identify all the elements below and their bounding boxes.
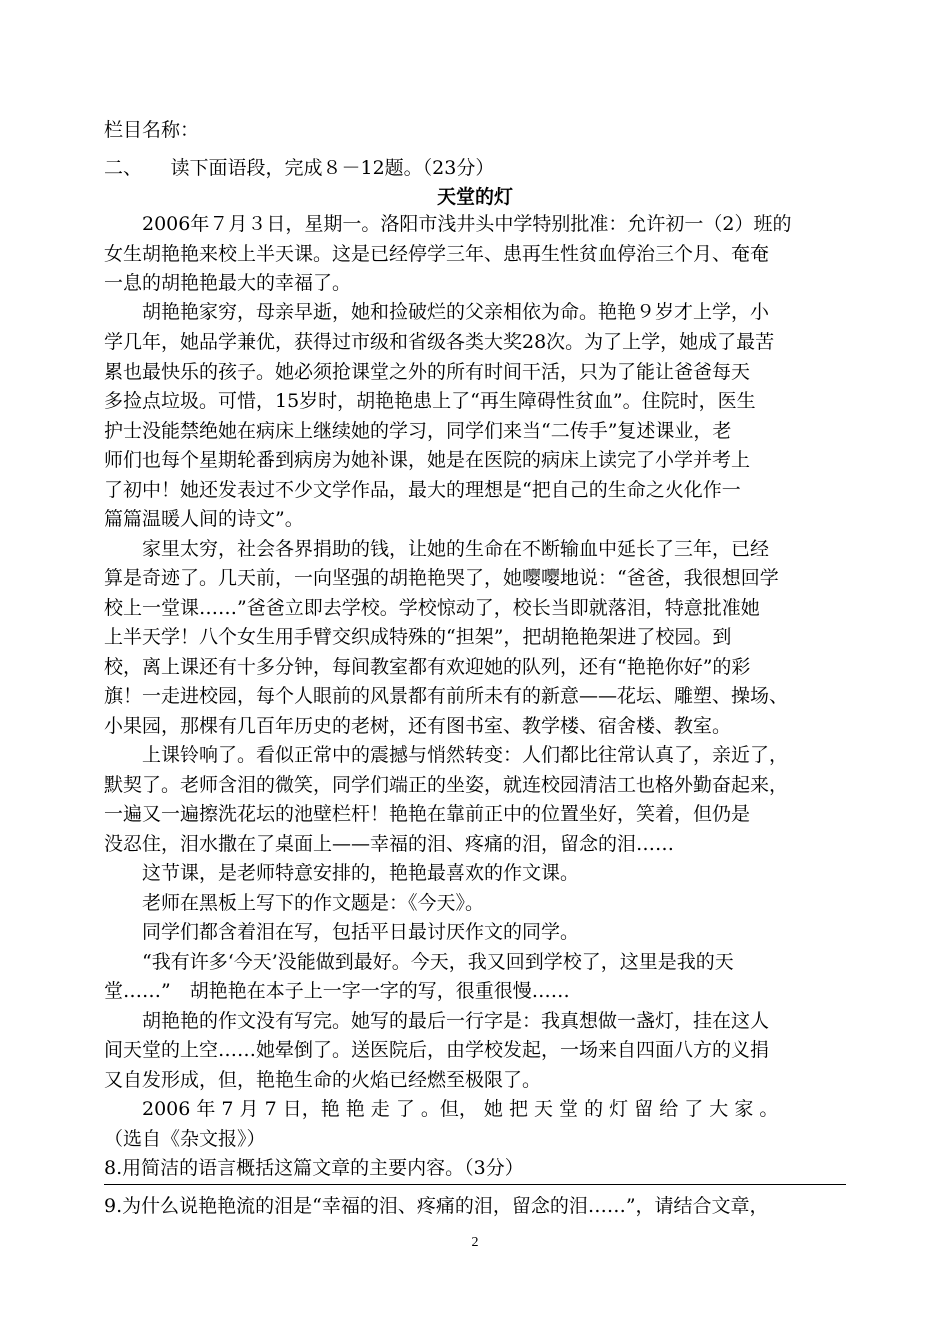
answer-line[interactable] bbox=[104, 1184, 846, 1185]
article-line: 又自发形成，但，艳艳生命的火焰已经燃至极限了。 bbox=[104, 1069, 542, 1091]
article-line: 女生胡艳艳来校上半天课。这是已经停学三年、患再生性贫血停治三个月、奄奄 bbox=[104, 243, 770, 265]
article-line: 2006 年 7 月 7 日，艳 艳 走 了 。但， 她 把 天 堂 的 灯 留 给 了 大 家 。 bbox=[104, 1098, 779, 1120]
article-line: 小果园，那棵有几百年历史的老树，还有图书室、教学楼、宿舍楼、教室。 bbox=[104, 715, 732, 737]
article-line: 老师在黑板上写下的作文题是：《今天》。 bbox=[104, 892, 485, 914]
article-line: 上课铃响了。看似正常中的震撼与悄然转变：人们都比往常认真了，亲近了， bbox=[104, 744, 789, 766]
article-line: 默契了。老师含泪的微笑，同学们端正的坐姿，就连校园清洁工也格外勤奋起来， bbox=[104, 774, 789, 796]
article-line: 算是奇迹了。几天前，一向坚强的胡艳艳哭了，她嘤嘤地说：“爸爸，我很想回学 bbox=[104, 567, 779, 589]
article-line: 胡艳艳的作文没有写完。她写的最后一行字是：我真想做一盏灯，挂在这人 bbox=[104, 1010, 770, 1032]
article-line: 家里太穷，社会各界捐助的钱，让她的生命在不断输血中延长了三年，已经 bbox=[104, 538, 770, 560]
article-line: 篇篇温暖人间的诗文”。 bbox=[104, 508, 304, 530]
article-line: 了初中！她还发表过不少文学作品，最大的理想是“把自己的生命之火化作一 bbox=[104, 479, 741, 501]
article-line: 胡艳艳家穷，母亲早逝，她和捡破烂的父亲相依为命。艳艳９岁才上学，小 bbox=[104, 301, 770, 323]
article-source: （选自《杂文报》） bbox=[104, 1128, 266, 1150]
article-line: 校，离上课还有十多分钟，每间教室都有欢迎她的队列，还有“艳艳你好”的彩 bbox=[104, 656, 751, 678]
column-label: 栏目名称： bbox=[104, 119, 200, 141]
article-line: “我有许多‘今天’没能做到最好。今天，我又回到学校了，这里是我的天 bbox=[104, 951, 734, 973]
article-line: 堂……” 胡艳艳在本子上一字一字的写，很重很慢…… bbox=[104, 980, 570, 1002]
article-line: 没忍住，泪水撒在了桌面上——幸福的泪、疼痛的泪，留念的泪…… bbox=[104, 833, 675, 855]
article-line: 同学们都含着泪在写，包括平日最讨厌作文的同学。 bbox=[104, 921, 580, 943]
article-line: 旗！一走进校园，每个人眼前的风景都有前所未有的新意——花坛、雕塑、操场、 bbox=[104, 685, 789, 707]
question-9: 9.为什么说艳艳流的泪是“幸福的泪、疼痛的泪，留念的泪……”，请结合文章， bbox=[104, 1195, 769, 1217]
article-line: 2006年７月３日，星期一。洛阳市浅井头中学特别批准：允许初一（2）班的 bbox=[104, 213, 792, 235]
section-heading: 二、 读下面语段，完成８－12题。（23分） bbox=[104, 157, 495, 179]
article-line: 间天堂的上空……她晕倒了。送医院后，由学校发起，一场来自四面八方的义捐 bbox=[104, 1039, 770, 1061]
article-line: 累也最快乐的孩子。她必须抢课堂之外的所有时间干活，只为了能让爸爸每天 bbox=[104, 361, 751, 383]
article-line: 学几年，她品学兼优，获得过市级和省级各类大奖28次。为了上学，她成了最苦 bbox=[104, 331, 775, 353]
article-line: 这节课，是老师特意安排的，艳艳最喜欢的作文课。 bbox=[104, 862, 580, 884]
page-number: 2 bbox=[471, 1235, 479, 1250]
article-line: 一遍又一遍擦洗花坛的池壁栏杆！艳艳在靠前正中的位置坐好，笑着，但仍是 bbox=[104, 803, 751, 825]
article-line: 一息的胡艳艳最大的幸福了。 bbox=[104, 272, 352, 294]
article-line: 校上一堂课……”爸爸立即去学校。学校惊动了，校长当即就落泪，特意批准她 bbox=[104, 597, 760, 619]
article-title: 天堂的灯 bbox=[436, 186, 513, 208]
article-line: 上半天学！八个女生用手臂交织成特殊的“担架”，把胡艳艳架进了校园。到 bbox=[104, 626, 732, 648]
article-line: 多捡点垃圾。可惜，15岁时，胡艳艳患上了“再生障碍性贫血”。住院时，医生 bbox=[104, 390, 756, 412]
question-8: 8.用简洁的语言概括这篇文章的主要内容。（3分） bbox=[104, 1157, 524, 1179]
article-line: 师们也每个星期轮番到病房为她补课，她是在医院的病床上读完了小学并考上 bbox=[104, 449, 751, 471]
article-line: 护士没能禁绝她在病床上继续她的学习，同学们来当“二传手”复述课业，老 bbox=[104, 420, 732, 442]
